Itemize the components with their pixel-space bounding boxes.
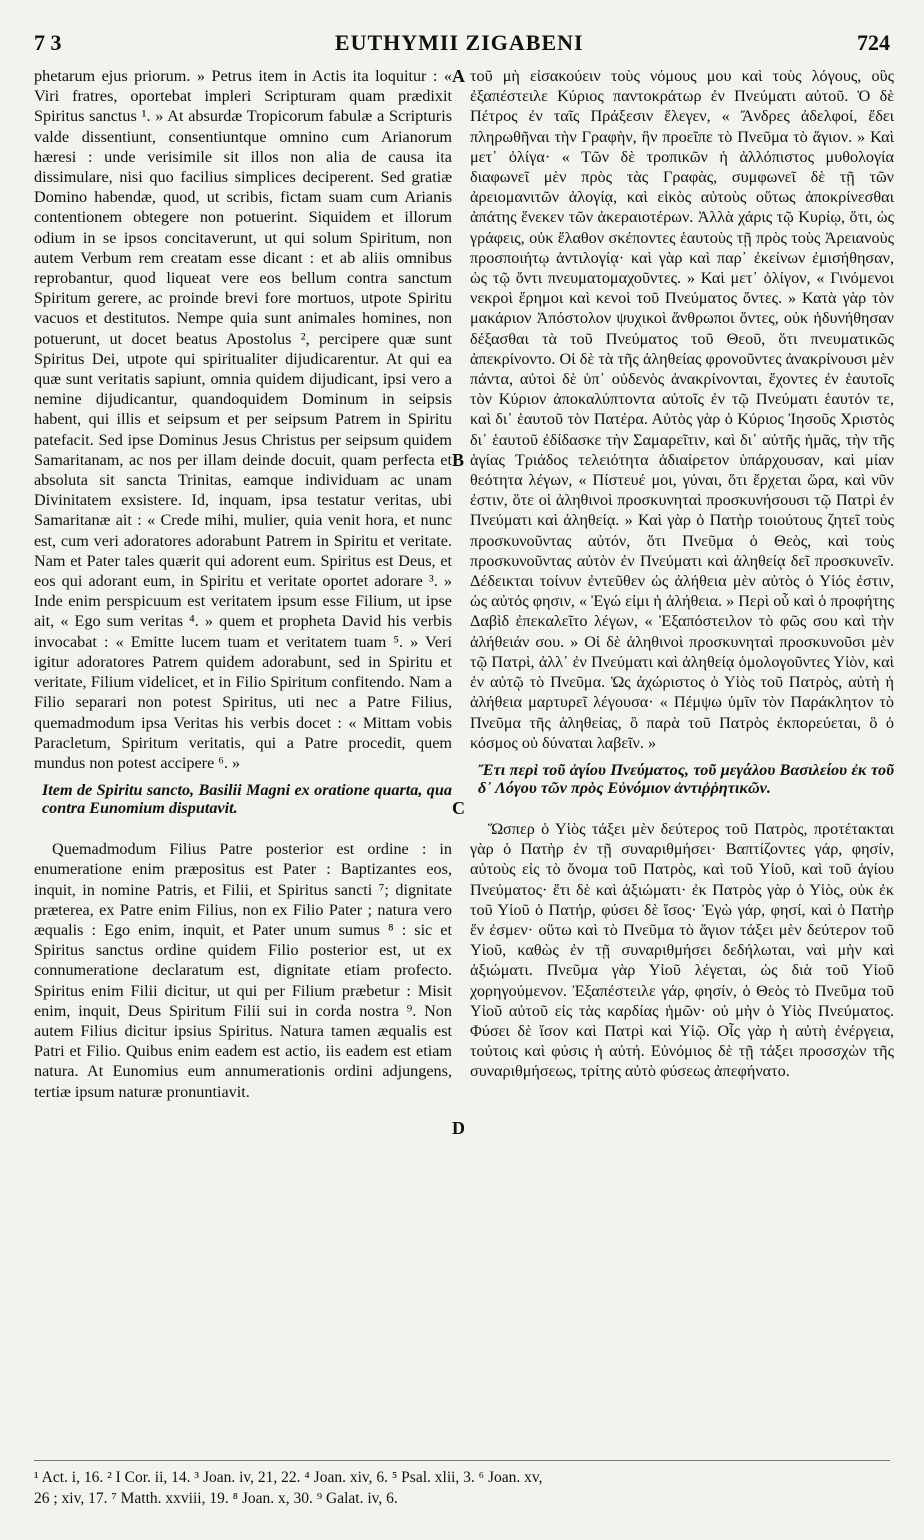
latin-paragraph-2: Quemadmodum Filius Patre posterior est ordine : in enumeratione enim præpositus est Pater : Baptizantes eos, inquit, in nomine Patris, et Filii, et Spiritus sancti ⁷; dignitate præterea, ex Patre enim Filius, non ex Filio Pater ; natura vero æqualis : Ego enim, inquit, et Pater unum sumus ⁸ : sic et Spiritus sanctus ordine quidem Filio posterior est, ut ex connumeratione declaratum est, dignitate etiam profecto. Spiritus enim Filii dicitur, ut qui per Filium præbetur : Misit enim, inquit, Deus Spiritum Filii sui in corda nostra ⁹. Non autem Filius dicitur ipsius Spiritus. Natura tamen æqualis est Patri et Filio. Quibus enim eadem est actio, iis eadem est etiam natura. At Eunomius eum annumerationis ordini adjungens, tertiæ ipsum naturæ pronuntiavit. [34,840,452,1101]
margin-letter-c: C [452,798,465,818]
latin-section-heading: Item de Spiritu sancto, Basilii Magni ex oratione quarta, qua contra Eunomium disputavit. [42,781,452,818]
page-number-right: 724 [857,30,890,55]
running-title: EUTHYMII ZIGABENI [334,30,584,55]
footnote-line-2: 26 ; xiv, 17. ⁷ Matth. xxviii, 19. ⁸ Joan. x, 30. ⁹ Galat. iv, 6. [34,1490,398,1507]
greek-column [470,66,894,1086]
greek-paragraph-2: Ὥσπερ ὁ Υἱὸς τάξει μὲν δεύτερος τοῦ Πατρὸς, προτέτακται γὰρ ὁ Πατὴρ ἐν τῇ συναριθμήσει· Βαπτίζοντες γάρ, φησίν, αὐτοὺς εἰς τὸ ὄνομα τοῦ Πατρὸς, καὶ τοῦ Υἱοῦ, καὶ τοῦ ἁγίου Πνεύματος· ἔτι δὲ καὶ ἀξιώματι· ἐκ Πατρὸς γὰρ ὁ Υἱὸς, οὐκ ἐκ τοῦ Υἱοῦ ὁ Πατήρ, φύσει δὲ ἴσος· Ἐγὼ γάρ, φησί, καὶ ὁ Πατὴρ ἕν ἐσμεν· οὕτω καὶ τὸ Πνεῦμα τὸ ἅγιον τάξει μὲν δεύτερον τοῦ Υἱοῦ, καθὼς ἐν τῇ συναριθμήσει δεδήλωται, ναὶ μὴν καὶ ἀξιώματι. Πνεῦμα γὰρ Υἱοῦ λέγεται, ὡς διὰ τοῦ Υἱοῦ χορηγούμενον. Ἐξαπέστειλε γάρ, φησίν, ὁ Θεὸς τὸ Πνεῦμα τοῦ Υἱοῦ αὐτοῦ εἰς τὰς καρδίας ἡμῶν· οὐ μὴν ὁ Υἱὸς Πνεύματος. Φύσει δὲ ἴσον καὶ Πατρὶ καὶ Υἱῷ. Οἷς γὰρ ἡ αὐτὴ ἐνέργεια, τούτοις καὶ φύσις ἡ αὐτή. Εὐνόμιος δὲ τῇ τάξει προσσχὼν τῆς συναριθμήσεως, τρίτης αὐτὸ φύσεως ἀπεφήνατο. [470,819,894,1081]
margin-letter-b: B [452,450,465,470]
latin-paragraph-1: phetarum ejus priorum. » Petrus item in Actis ita loquitur : « Viri fratres, oportebat impleri Scripturam quam prædixit Spiritus sanctus ¹. » At absurdæ Tropicorum fabulæ a Scripturis valde dissentiunt, consentiuntque omnino cum Arianorum hæresi : unde verisimile sit illos non alia de causa ita dissimulare, nisi quo facilius simplices deciperent. Sed gratiæ Domino habendæ, quod, ut scribis, fictam suam cum Arianis contentionem obtegere non potuerint. Siquidem et illorum odium in se ipsos concitaverunt, ut qui solum Spiritum, non autem Verbum rem creatam esse dicant : et ab aliis omnibus reprobantur, quod liqueat vere eos bellum contra sanctum Spiritum gerere, ac proinde brevi fore mortuos, utpote Spiritu vacuos et destitutos. Nempe quia sunt animales homines, non potuerunt, ut docet beatus Apostolus ², percipere quæ sunt Spiritus Dei, utpote qui spiritualiter dijudicarentur. At qui ea quæ sunt veritatis sapiunt, omnia quidem dijudicant, ipsi vero a nemine dijudicantur, quandoquidem Dominum in seipsis habent, qui illis et seipsum et per seipsum Patrem in Spiritu patefacit. Sed ipse Dominus Jesus Christus per seipsum quidem Samaritanam, ac nos per illam deinde docuit, quam perfecta et absoluta sit sancta Trinitas, eamque individuam ac unam Divinitatem exsistere. Id, inquam, ipsa testatur veritas, ubi Samaritanæ ait : « Crede mihi, mulier, quia venit hora, et nunc est, cum veri adoratores adorabunt Patrem in Spiritu et veritate. Nam et Pater tales quærit qui adorent eum. Spiritus est Deus, et eos qui adorant eum, in Spiritu et veritate oportet adorare ³. » Inde enim perspicuum est veritatem ipsum esse Filium, ut ipse ait, « Ego sum veritas ⁴. » quem et propheta David his verbis invocabat : « Emitte lucem tuam et veritatem tuam ⁵. » Veri igitur adoratores Patrem quidem adorabunt, sed in Spiritu et veritate, Filium videlicet, et in Filio Spiritum confitendo. Nam a Filio separari non potest Spiritus, uti nec a Patre Filius, quemadmodum ipsa Veritas his verbis docet : « Mittam vobis Paracletum, Spiritum veritatis, qui a Patre procedit, quem mundus non potest accipere ⁶. » [34,67,452,772]
footnote-line-1: ¹ Act. i, 16. ² I Cor. ii, 14. ³ Joan. iv, 21, 22. ⁴ Joan. xiv, 6. ⁵ Psal. xlii, 3. ⁶ Joan. xv, [34,1469,543,1486]
footnotes [34,1460,890,1509]
greek-paragraph-1: τοῦ μὴ εἰσακούειν τοὺς νόμους μου καὶ τοὺς λόγους, οὓς ἐξαπέστειλε Κύριος παντοκράτωρ ἐν Πνεύματι αὐτοῦ. Ὁ δὲ Πέτρος ἐν ταῖς Πράξεσιν ἔλεγεν, « Ἄνδρες ἀδελφοί, ἔδει πληρωθῆναι τὴν Γραφὴν, ἣν προεῖπε τὸ Πνεῦμα τὸ ἅγιον. » Καὶ μετ᾽ ὀλίγα· « Τῶν δὲ τροπικῶν ἡ ἀλλόπιστος μυθολογία διαφωνεῖ μὲν πρὸς τὰς Γραφὰς, συμφωνεῖ δὲ τῇ τῶν ἀρειομανιτῶν ἀλογίᾳ, καὶ εἰκὸς αὐτοὺς οὕτως ἀποκρίνεσθαι ἀπάτης ἕνεκεν τῶν ἀκεραιοτέρων. Ἀλλὰ χάρις τῷ Κυρίῳ, ὅτι, ὡς γράφεις, οὐκ ἔλαθον σκέποντες ἑαυτοὺς τῇ πρὸς τοὺς Ἀρειανοὺς προσποιήτῳ ἀντιλογίᾳ· καὶ γὰρ καὶ παρ᾽ ἐκείνων ἐμισήθησαν, ὡς τῷ ὄντι πνευματομαχοῦντες. » Καὶ μετ᾽ ὀλίγον, « Γινόμενοι νεκροὶ ἔρημοι καὶ κενοὶ τοῦ Πνεύματος ὄντες. » Κατὰ γὰρ τὸν μακάριον Ἀπόστολον ψυχικοὶ ἄνθρωποι ὄντες, οὐκ ἠδυνήθησαν δέξασθαι τὰ τοῦ Πνεύματος τοῦ Θεοῦ, ὅτι πνευματικῶς ἀπεκρίνοντο. Οἱ δὲ τὰ τῆς ἀληθείας φρονοῦντες ἀνακρίνουσι μὲν πάντα, αὐτοὶ δὲ ὑπ᾽ οὐδενὸς ἀνακρίνονται, ἔχοντες ἐν ἑαυτοῖς τὸν Κύριον ἀποκαλύπτοντα αὐτοῖς ἐν τῷ Πνεύματι ἑαυτόν τε, καὶ δι᾽ ἑαυτοῦ τὸν Πατέρα. Αὐτὸς γὰρ ὁ Κύριος Ἰησοῦς Χριστὸς δι᾽ ἑαυτοῦ ἐδίδασκε τὴν Σαμαρεῖτιν, καὶ δι᾽ αὐτῆς ἡμᾶς, τὴν τῆς ἁγίας Τριάδος τελειότητα ἀδιαίρετον ὑπάρχουσαν, καὶ μίαν θεότητα λέγων, « Πίστευέ μοι, γύναι, ὅτι ἔρχεται ὥρα, καὶ νῦν ἐστιν, ὅτε οἱ ἀληθινοὶ προσκυνηταὶ προσκυνήσουσι τῷ Πατρὶ ἐν Πνεύματι καὶ ἀληθείᾳ. » Καὶ γὰρ ὁ Πατὴρ τοιούτους ζητεῖ τοὺς προσκυνοῦντας αὐτόν, ὅτι Πνεῦμα ὁ Θεὸς, καὶ τοὺς προσκυνοῦντας αὐτὸν ἐν Πνεύματι καὶ ἀληθείᾳ δεῖ προσκυνεῖν. Δέδεικται τοίνυν ἐντεῦθεν ὡς ἀλήθεια μὲν αὐτὸς ὁ Υἱός ἐστιν, ὡς αὐτός φησιν, « Ἐγώ εἰμι ἡ ἀλήθεια. » Περὶ οὗ καὶ ὁ προφήτης Δαβὶδ ἐπεκαλεῖτο λέγων, « Ἐξαπόστειλον τὸ φῶς σου καὶ τὴν ἀλήθειάν σου. » Οἱ δὲ ἀληθινοὶ προσκυνηταὶ προσκυνοῦσι μὲν τῷ Πατρὶ, ἀλλ᾽ ἐν Πνεύματι καὶ ἀληθείᾳ ὁμολογοῦντες Υἱὸν, καὶ ἐν αὐτῷ τὸ Πνεῦμα. Ὡς ἀχώριστος ὁ Υἱὸς τοῦ Πατρὸς, αὐτὴ ἡ ἀλήθεια μαρτυρεῖ λέγουσα· « Πέμψω ὑμῖν τὸν Παράκλητον τὸ Πνεῦμα τῆς ἀληθείας, ὃ παρὰ τοῦ Πατρὸς ἐκπορεύεται, ὃ ὁ κόσμος οὐ δύναται λαβεῖν. » [470,67,894,752]
greek-section-heading: Ἔτι περὶ τοῦ ἁγίου Πνεύματος, τοῦ μεγάλου Βασιλείου ἐκ τοῦ δ᾽ Λόγου τῶν πρὸς Εὐνόμιον ἀντιῤῥητικῶν. [478,760,894,797]
margin-letter-a: A [452,66,465,86]
page-number-left: 7 3 [34,30,62,55]
margin-letter-d: D [452,1118,465,1138]
running-header [34,30,890,58]
latin-column [34,66,452,1106]
